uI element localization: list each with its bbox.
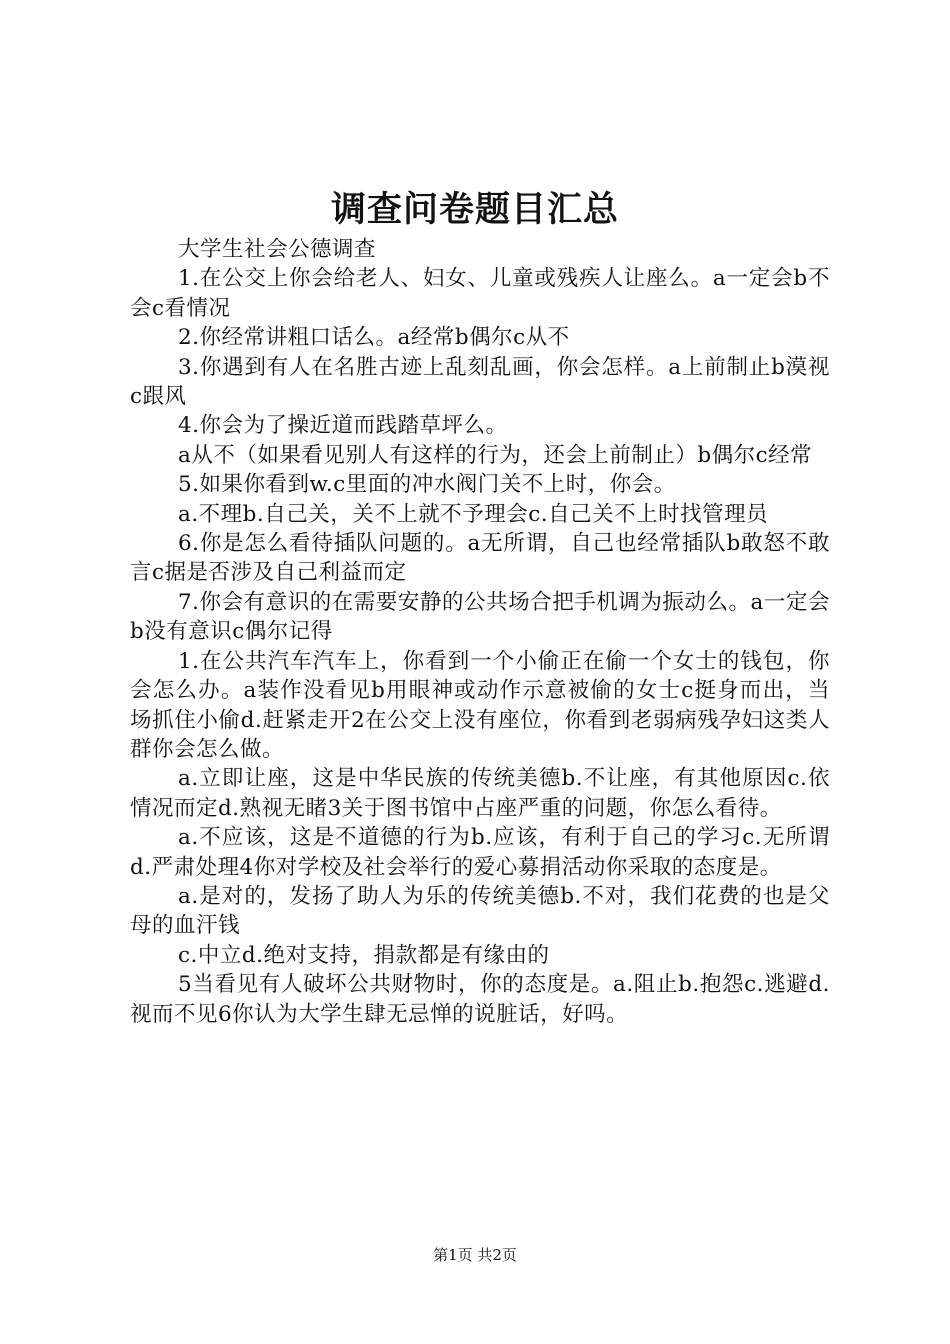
paragraph: 5.如果你看到w.c里面的冲水阀门关不上时，你会。 <box>178 472 676 498</box>
document-body <box>130 235 830 1029</box>
paragraph: a.是对的，发扬了助人为乐的传统美德b.不对，我们花费的也是父母的血汗钱 <box>130 883 830 939</box>
paragraph: 2.你经常讲粗口话么。a经常b偶尔c从不 <box>178 325 570 351</box>
paragraph: a.不理b.自己关，关不上就不予理会c.自己关不上时找管理员 <box>178 501 769 527</box>
paragraph: 1.在公交上你会给老人、妇女、儿童或残疾人让座么。a一定会b不会c看情况 <box>130 266 830 321</box>
page-footer: 第1页 共2页 <box>433 1246 517 1264</box>
paragraph: a从不（如果看见别人有这样的行为，还会上前制止）b偶尔c经常 <box>178 442 813 468</box>
paragraph: 5当看见有人破坏公共财物时，你的态度是。a.阻止b.抱怨c.逃避d.视而不见6你认为大学生肆无忌惮的说脏话，好吗。 <box>130 972 830 1027</box>
paragraph: 3.你遇到有人在名胜古迹上乱刻乱画，你会怎样。a上前制止b漠视c跟风 <box>130 354 830 410</box>
paragraph: a.立即让座，这是中华民族的传统美德b.不让座，有其他原因c.依情况而定d.熟视无睹3关于图书馆中占座严重的问题，你怎么看待。 <box>130 766 830 821</box>
paragraph: 1.在公共汽车汽车上，你看到一个小偷正在偷一个女士的钱包，你会怎么办。a装作没看见b用眼神或动作示意被偷的女士c挺身而出，当场抓住小偷d.赶紧走开2在公交上没有座位，你看到老弱病残孕妇这类人群你会怎么做。 <box>130 648 830 762</box>
paragraph: 4.你会为了操近道而践踏草坪么。 <box>178 413 508 439</box>
paragraph: c.中立d.绝对支持，捐款都是有缘由的 <box>178 942 550 968</box>
document-title: 调查问卷题目汇总 <box>330 189 619 230</box>
paragraph: 7.你会有意识的在需要安静的公共场合把手机调为振动么。a一定会b没有意识c偶尔记得 <box>130 589 830 645</box>
paragraph: 6.你是怎么看待插队问题的。a无所谓，自己也经常插队b敢怒不敢言c据是否涉及自己利益而定 <box>130 531 830 586</box>
paragraph: 大学生社会公德调查 <box>178 237 377 262</box>
paragraph: a.不应该，这是不道德的行为b.应该，有利于自己的学习c.无所谓d.严肃处理4你对学校及社会举行的爱心募捐活动你采取的态度是。 <box>130 825 830 880</box>
